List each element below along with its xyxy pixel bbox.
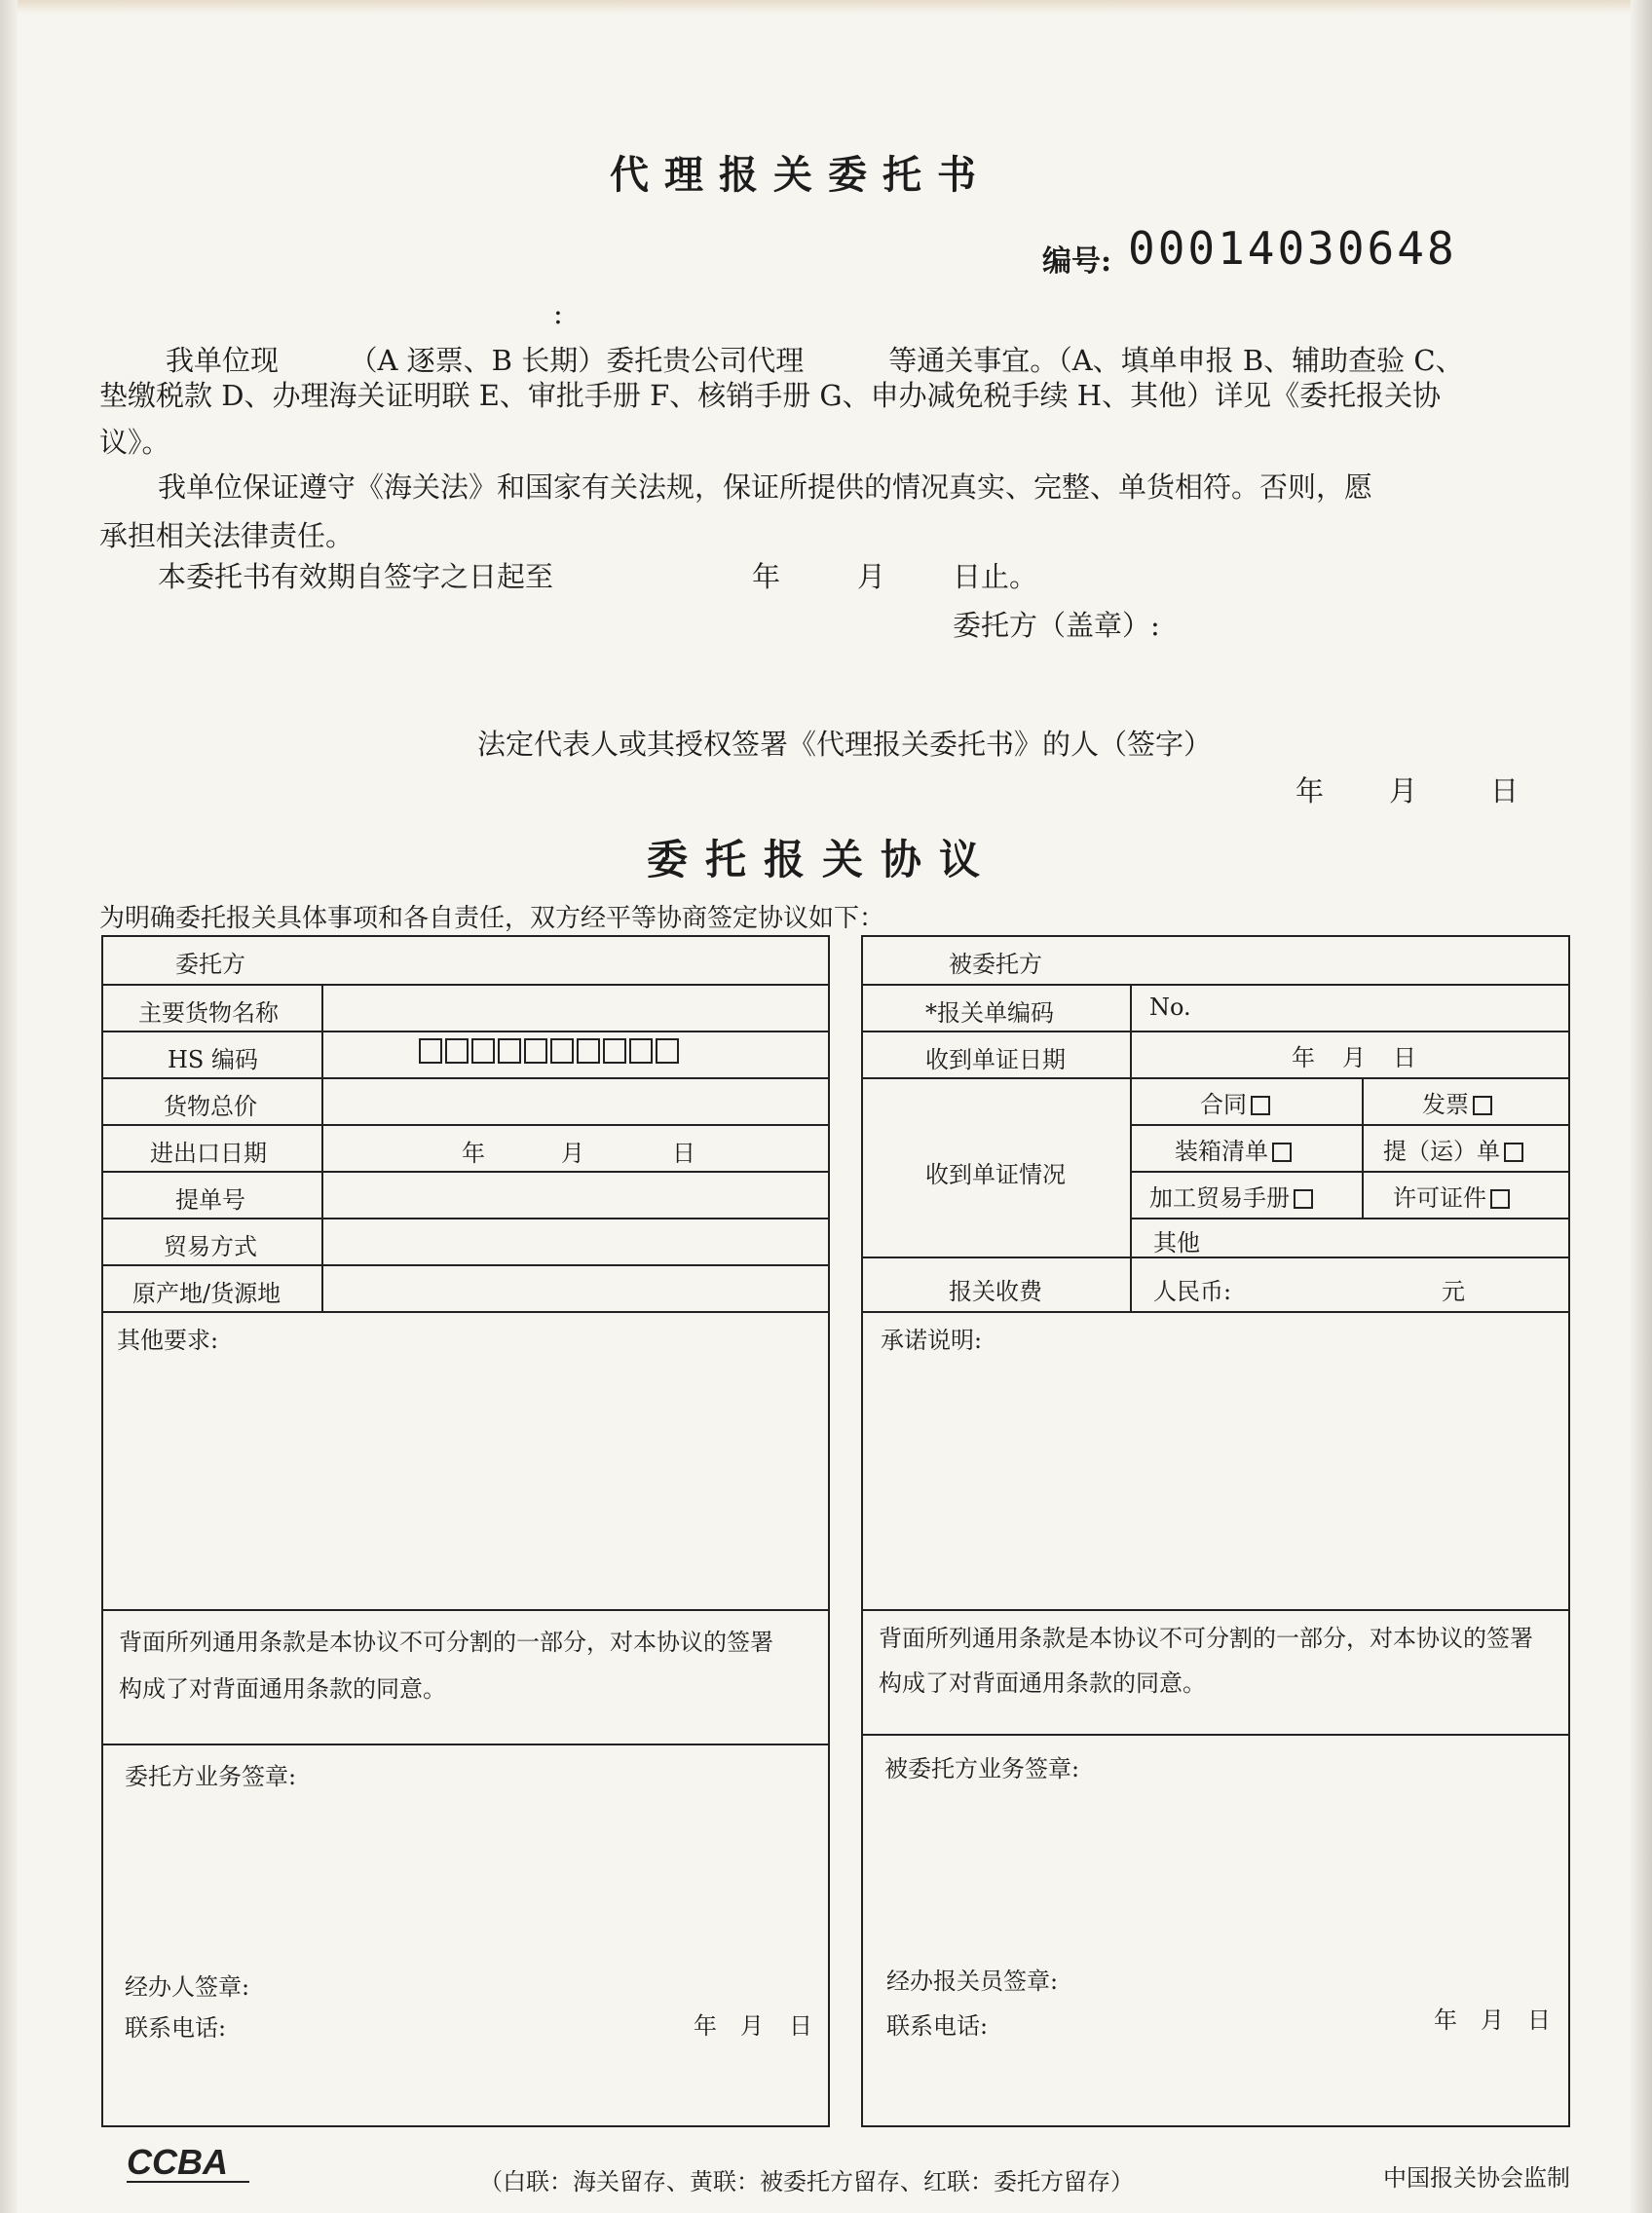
hs-digit-box[interactable] [524, 1038, 547, 1064]
principal-seal-label: 委托方（盖章）: [953, 609, 1160, 642]
goods-name-field[interactable] [325, 988, 826, 1027]
ccba-logo-text: CCBA [127, 2142, 228, 2182]
sign-date-day: 日 [1490, 774, 1520, 807]
hs-digit-box[interactable] [656, 1038, 679, 1064]
agreement-intro: 为明确委托报关具体事项和各自责任，双方经平等协商签定协议如下： [99, 904, 885, 933]
goods-name-label: 主要货物名称 [138, 999, 279, 1027]
invoice-label: 发票 [1422, 1091, 1469, 1118]
letter-p1-line1: 我单位现 （A 逐票、B 长期）委托贵公司代理 等通关事宜。（A、填单申报 B、辅助查验 C、 [166, 344, 1464, 377]
ie-date-month: 月 [561, 1140, 584, 1167]
license-label: 许可证件 [1393, 1184, 1486, 1212]
broker-seal-label: 经办报关员签章: [886, 1968, 1059, 1995]
contract-label: 合同 [1200, 1091, 1247, 1118]
commitment-label: 承诺说明: [881, 1327, 983, 1354]
declaration-no-label: *报关单编码 [925, 999, 1054, 1027]
other-docs-label: 其他 [1153, 1229, 1200, 1257]
total-value-field[interactable] [325, 1081, 826, 1120]
hs-digit-box[interactable] [498, 1038, 521, 1064]
other-requirements-label: 其他要求: [117, 1327, 219, 1354]
ie-date-label: 进出口日期 [150, 1140, 267, 1167]
processing-manual-label: 加工贸易手册 [1149, 1184, 1290, 1212]
hs-code-boxes[interactable] [419, 1038, 682, 1069]
paper-edge-top [0, 0, 1652, 14]
ie-date-year: 年 [462, 1140, 485, 1167]
hs-digit-box[interactable] [419, 1038, 442, 1064]
sign-date-month: 月 [1389, 774, 1418, 807]
received-date-year: 年 [1292, 1044, 1315, 1071]
hs-digit-box[interactable] [471, 1038, 495, 1064]
agent-terms-line1: 背面所列通用条款是本协议不可分割的一部分，对本协议的签署 [879, 1625, 1533, 1652]
copies-note: （白联：海关留存、黄联：被委托方留存、红联：委托方留存） [479, 2168, 1134, 2195]
validity-year: 年 [752, 560, 781, 593]
letter-p2-line2: 承担相关法律责任。 [99, 519, 355, 552]
agent-terms-line2: 构成了对背面通用条款的同意。 [879, 1669, 1206, 1697]
agent-date-year: 年 [1434, 2007, 1457, 2034]
trade-mode-field[interactable] [325, 1221, 826, 1260]
origin-field[interactable] [325, 1268, 826, 1307]
bill-of-lading-checkbox[interactable] [1504, 1143, 1523, 1162]
agent-label: 被委托方 [949, 951, 1042, 978]
legal-rep-signature-label: 法定代表人或其授权签署《代理报关委托书》的人（签字） [477, 728, 1213, 761]
contract-item[interactable] [1200, 1085, 1270, 1119]
yuan-label: 元 [1442, 1278, 1465, 1305]
principal-date-year: 年 [694, 2012, 717, 2040]
agent-business-seal-label: 被委托方业务签章: [884, 1755, 1080, 1782]
paper-edge-left [0, 0, 18, 2213]
principal-terms-line2: 构成了对背面通用条款的同意。 [119, 1675, 446, 1703]
agreement-title: 委托报关协议 [647, 836, 998, 883]
principal-date-month: 月 [740, 2012, 764, 2040]
code-label: 编号: [1042, 244, 1112, 279]
commitment-field[interactable] [869, 1356, 1562, 1603]
agent-phone-label: 联系电话: [886, 2012, 989, 2040]
received-date-month: 月 [1342, 1044, 1366, 1071]
addressee-colon: : [553, 297, 563, 330]
hs-code-label: HS 编码 [168, 1046, 258, 1073]
license-checkbox[interactable] [1490, 1189, 1510, 1209]
principal-handler-seal-label: 经办人签章: [125, 1973, 250, 2001]
hs-digit-box[interactable] [445, 1038, 469, 1064]
other-requirements-field[interactable] [109, 1356, 822, 1603]
hs-digit-box[interactable] [550, 1038, 574, 1064]
principal-date-day: 日 [789, 2012, 812, 2040]
fee-amount-field[interactable] [1266, 1264, 1432, 1303]
packing-list-label: 装箱清单 [1175, 1138, 1268, 1165]
received-docs-label: 收到单证情况 [925, 1161, 1066, 1188]
bill-of-lading-label: 提（运）单 [1383, 1138, 1500, 1165]
bill-of-lading-item[interactable] [1383, 1132, 1523, 1166]
ie-date-day: 日 [672, 1140, 695, 1167]
principal-phone-label: 联系电话: [125, 2014, 227, 2042]
rmb-label: 人民币: [1153, 1278, 1232, 1305]
principal-label: 委托方 [175, 951, 245, 978]
letter-p1-line3: 议》。 [99, 426, 170, 459]
declaration-no-field[interactable]: No. [1149, 994, 1191, 1021]
packing-list-checkbox[interactable] [1272, 1143, 1292, 1162]
contract-checkbox[interactable] [1251, 1096, 1270, 1115]
agent-date-month: 月 [1481, 2007, 1504, 2034]
processing-manual-checkbox[interactable] [1294, 1189, 1313, 1209]
origin-label: 原产地/货源地 [132, 1280, 282, 1307]
trade-mode-label: 贸易方式 [164, 1233, 257, 1260]
invoice-item[interactable] [1422, 1085, 1492, 1119]
agent-date-day: 日 [1527, 2007, 1551, 2034]
hs-digit-box[interactable] [629, 1038, 653, 1064]
principal-business-seal-label: 委托方业务签章: [125, 1763, 297, 1790]
hs-digit-box[interactable] [603, 1038, 626, 1064]
code-number: 00014030648 [1128, 222, 1457, 275]
principal-name-field[interactable] [321, 943, 828, 982]
bill-no-label: 提单号 [175, 1186, 245, 1214]
bill-no-field[interactable] [325, 1175, 826, 1214]
letter-p2-line1: 我单位保证遵守《海关法》和国家有关法规，保证所提供的情况真实、完整、单货相符。否则，愿 [158, 470, 1373, 504]
validity-prefix: 本委托书有效期自签字之日起至 [158, 560, 554, 593]
validity-month: 月 [857, 560, 886, 593]
document-title: 代理报关委托书 [610, 152, 992, 198]
sign-date-year: 年 [1295, 774, 1325, 807]
total-value-label: 货物总价 [164, 1093, 257, 1120]
fee-label: 报关收费 [949, 1278, 1042, 1305]
agent-name-field[interactable] [1130, 941, 1568, 980]
license-item[interactable] [1393, 1179, 1510, 1213]
hs-digit-box[interactable] [577, 1038, 600, 1064]
letter-p1-line2: 垫缴税款 D、办理海关证明联 E、审批手册 F、核销手册 G、申办减免税手续 H、其他）详见《委托报关协 [99, 379, 1442, 412]
invoice-checkbox[interactable] [1473, 1096, 1492, 1115]
ccba-logo [123, 2141, 259, 2192]
principal-terms-line1: 背面所列通用条款是本协议不可分割的一部分，对本协议的签署 [119, 1629, 773, 1656]
paper-edge-right [1631, 0, 1652, 2213]
supervisor-note: 中国报关协会监制 [1383, 2164, 1570, 2192]
received-date-label: 收到单证日期 [925, 1046, 1066, 1073]
packing-list-item[interactable] [1175, 1132, 1292, 1166]
processing-manual-item[interactable] [1149, 1179, 1313, 1213]
received-date-day: 日 [1393, 1044, 1416, 1071]
validity-day: 日止。 [953, 560, 1038, 593]
